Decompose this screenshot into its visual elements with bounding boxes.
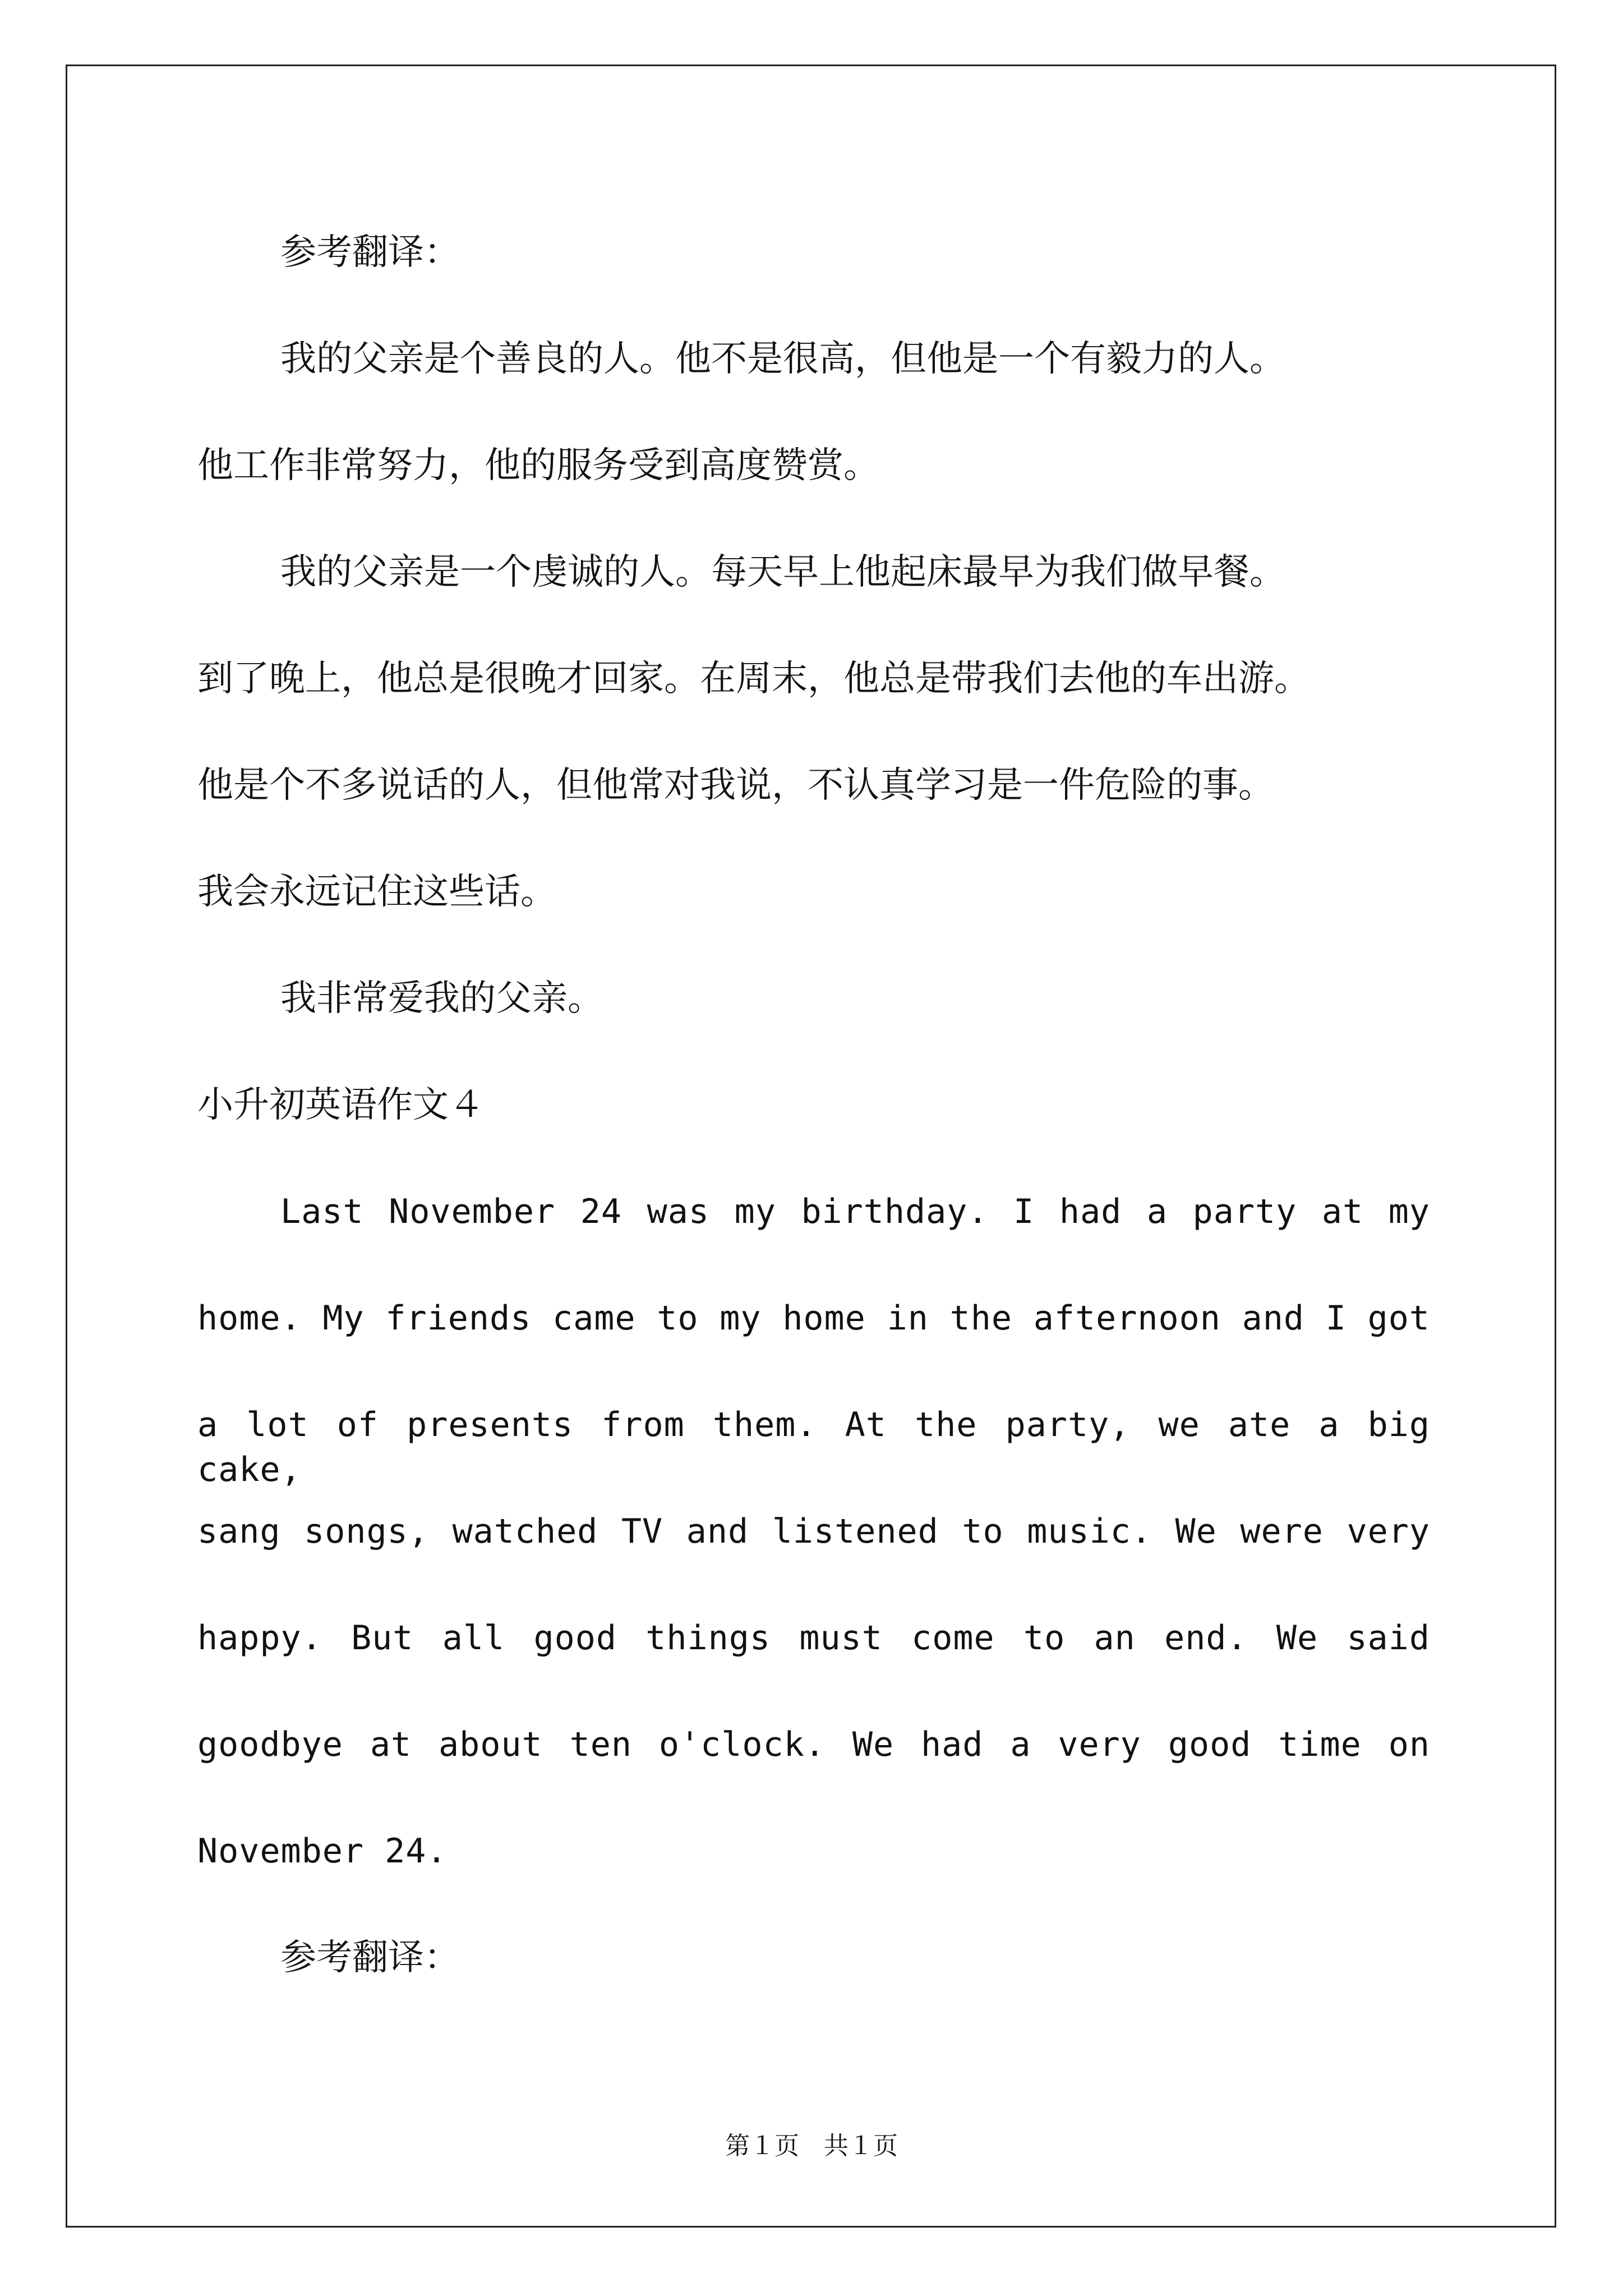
paragraph-line: 我非常爱我的父亲。	[280, 978, 603, 1019]
essay-line: November 24.	[197, 1832, 448, 1871]
essay-line: happy. But all good things must come to an end. We said	[197, 1618, 1430, 1658]
essay-line: Last November 24 was my birthday. I had a party at my	[280, 1192, 1430, 1231]
page-number-footer: 第１页 共１页	[725, 2132, 898, 2160]
paragraph-line: 他工作非常努力，他的服务受到高度赞赏。	[197, 445, 879, 486]
translation-heading: 参考翻译：	[280, 1937, 460, 1978]
section-title: 小升初英语作文４	[197, 1084, 485, 1126]
paragraph-line: 到了晚上，他总是很晚才回家。在周末，他总是带我们去他的车出游。	[197, 658, 1310, 700]
essay-line: home. My friends came to my home in the afternoon and I got	[197, 1299, 1430, 1338]
paragraph-line: 我的父亲是一个虔诚的人。每天早上他起床最早为我们做早餐。	[280, 551, 1285, 593]
paragraph-line: 我的父亲是个善良的人。他不是很高，但他是一个有毅力的人。	[280, 338, 1285, 380]
essay-line: goodbye at about ten o'clock. We had a very good time on	[197, 1725, 1430, 1764]
page-border	[66, 65, 1556, 2228]
paragraph-line: 他是个不多说话的人，但他常对我说，不认真学习是一件危险的事。	[197, 765, 1274, 806]
translation-heading: 参考翻译：	[280, 232, 460, 273]
essay-line: a lot of presents from them. At the party, we ate a big cake,	[197, 1405, 1430, 1489]
essay-line: sang songs, watched TV and listened to music. We were very	[197, 1512, 1430, 1551]
paragraph-line: 我会永远记住这些话。	[197, 871, 556, 913]
